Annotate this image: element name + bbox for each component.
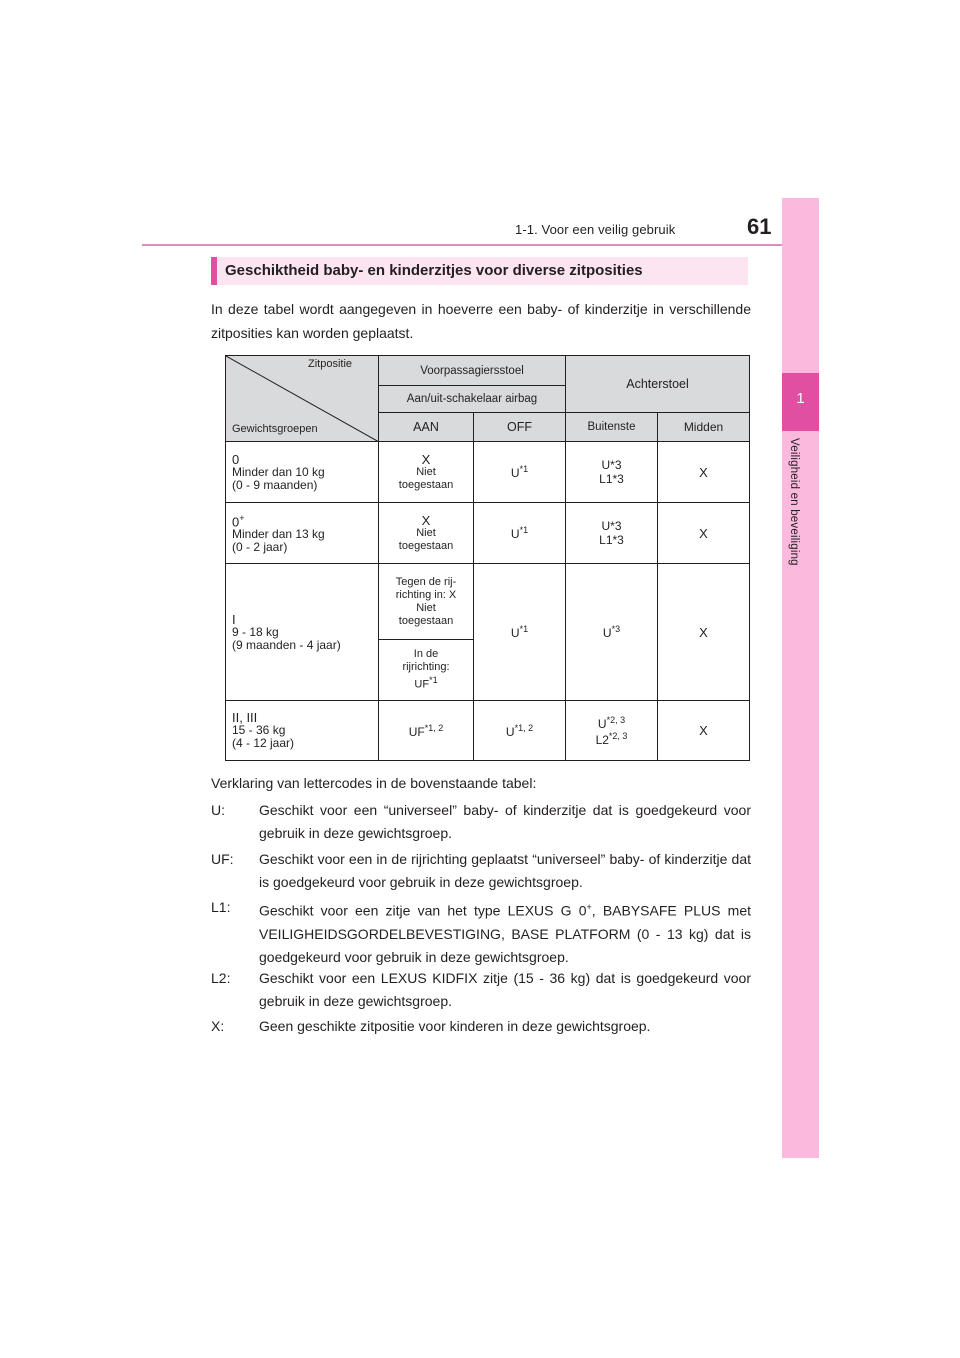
- code: UF: [408, 724, 425, 739]
- header-rule: [142, 244, 819, 246]
- footnote-ref: *1, 2: [514, 722, 534, 733]
- header-rear-seat: Achterstoel: [566, 356, 750, 413]
- legend-text-part: , BABYSAFE PLUS met VEILIGHEIDSGORDELBEVESTIGING, BASE PLATFORM (0 - 13 kg) dat is goedgekeurd voor gebruik in deze gewichtsgroep.: [259, 902, 751, 965]
- group-weight: Minder dan 13 kg: [232, 527, 325, 542]
- middle-cell: X: [658, 701, 750, 761]
- legend-item-l1: [211, 896, 751, 969]
- section-title-accent: [211, 257, 217, 285]
- mark: X: [421, 451, 431, 467]
- group-label: I: [232, 611, 236, 627]
- aan-cell: [379, 442, 474, 503]
- code: U: [510, 626, 520, 640]
- outer-cell: [566, 564, 658, 701]
- group-label: 0: [232, 451, 240, 467]
- code: L2: [595, 732, 609, 747]
- off-cell: [474, 442, 566, 503]
- group-age: (0 - 9 maanden): [232, 477, 318, 492]
- footnote-ref: *3: [610, 519, 622, 533]
- legend-item-uf: [211, 848, 751, 894]
- code: UF: [414, 678, 430, 691]
- seat-suitability-table: [225, 355, 750, 761]
- middle-cell: X: [658, 442, 750, 503]
- note: Niet: [416, 601, 436, 614]
- code: U: [601, 458, 611, 472]
- outer-cell: [566, 701, 658, 761]
- legend-item-u: [211, 799, 751, 845]
- code: U: [505, 724, 515, 739]
- table-row: [226, 564, 750, 640]
- footnote-ref: *3: [612, 472, 624, 486]
- footnote-ref: *3: [610, 458, 622, 472]
- legend-code: L1:: [211, 899, 231, 915]
- corner-seat-position-label: Zitpositie: [308, 358, 353, 370]
- note: rijrichting:: [402, 661, 450, 674]
- legend-intro: Verklaring van lettercodes in de bovenstaande tabel:: [211, 775, 537, 791]
- note: In de: [413, 648, 439, 661]
- note: toegestaan: [398, 614, 454, 627]
- code: L1: [599, 533, 613, 547]
- code: U: [510, 527, 520, 541]
- page-number: 61: [747, 214, 772, 239]
- chapter-number: 1: [796, 390, 805, 407]
- group-sup: +: [239, 512, 245, 523]
- header-aan: AAN: [379, 413, 474, 442]
- aan-cell-rearward: [379, 564, 474, 640]
- table-corner-cell: [226, 356, 379, 442]
- off-cell: [474, 564, 566, 701]
- off-cell: [474, 503, 566, 564]
- outer-cell: [566, 442, 658, 503]
- aan-cell: [379, 701, 474, 761]
- off-cell: [474, 701, 566, 761]
- code: U: [601, 519, 611, 533]
- footnote-ref: *1: [519, 624, 529, 634]
- note: Niet: [416, 465, 436, 478]
- legend-text-sup: +: [586, 902, 592, 912]
- group-weight: Minder dan 10 kg: [232, 464, 325, 479]
- header-off: OFF: [474, 413, 566, 442]
- note: toegestaan: [398, 539, 454, 552]
- code: U: [510, 466, 520, 480]
- corner-weight-groups-label: Gewichtsgroepen: [232, 423, 318, 435]
- chapter-label: Veiligheid en beveiliging: [788, 438, 800, 566]
- group-weight: 15 - 36 kg: [232, 723, 286, 737]
- header-outer: Buitenste: [566, 413, 658, 442]
- footnote-ref: *2, 3: [608, 730, 628, 741]
- middle-cell: X: [658, 503, 750, 564]
- legend-text: Geschikt voor een “universeel” baby- of kinderzitje dat is goedgekeurd voor gebruik in deze gewichtsgroep.: [259, 802, 751, 841]
- legend-code: UF:: [211, 851, 234, 867]
- header-airbag-switch: Aan/uit-schakelaar airbag: [379, 386, 566, 413]
- note: toegestaan: [398, 478, 454, 491]
- legend-item-l2: [211, 967, 751, 1013]
- legend-text: Geschikt voor een in de rijrichting geplaatst “universeel” baby- of kinderzitje dat is goedgekeurd voor gebruik in deze gewichtsgroep.: [259, 851, 751, 890]
- group-age: (4 - 12 jaar): [232, 736, 295, 750]
- legend-code: U:: [211, 802, 225, 818]
- table-row: [226, 503, 750, 564]
- intro-paragraph: In deze tabel wordt aangegeven in hoeverre een baby- of kinderzitje in verschillende zitposities kan worden geplaatst.: [211, 301, 751, 341]
- weight-group-cell: [226, 701, 379, 761]
- section-title: Geschiktheid baby- en kinderzitjes voor diverse zitposities: [225, 262, 643, 279]
- footnote-ref: *3: [612, 533, 624, 547]
- weight-group-cell: [226, 503, 379, 564]
- legend-text: Geen geschikte zitpositie voor kinderen in deze gewichtsgroep.: [259, 1018, 651, 1034]
- chapter-side-tab: [782, 198, 819, 1158]
- legend-code: X:: [211, 1018, 225, 1034]
- middle-cell: X: [658, 564, 750, 701]
- footnote-ref: *3: [611, 624, 621, 634]
- legend-text: Geschikt voor een LEXUS KIDFIX zitje (15 - 36 kg) dat is goedgekeurd voor gebruik in deze gewichtsgroep.: [259, 970, 751, 1009]
- note: Tegen de rij-: [395, 575, 457, 588]
- legend-code: L2:: [211, 970, 231, 986]
- code: L1: [599, 472, 613, 486]
- header-front-seat: Voorpassagiersstoel: [379, 356, 566, 386]
- legend-text: [259, 896, 751, 969]
- code: U: [597, 716, 607, 731]
- aan-cell-forward: [379, 640, 474, 701]
- footnote-ref: *1: [519, 525, 529, 535]
- table-row: [226, 442, 750, 503]
- running-header: 1-1. Voor een veilig gebruik: [515, 222, 676, 237]
- outer-cell: [566, 503, 658, 564]
- table-row: [226, 701, 750, 761]
- footnote-ref: *1: [519, 464, 529, 474]
- weight-group-cell: [226, 442, 379, 503]
- weight-group-cell: [226, 564, 379, 701]
- aan-cell: [379, 503, 474, 564]
- note: Niet: [416, 526, 436, 539]
- legend-text-part: Geschikt voor een zitje van het type LEXUS G 0: [259, 902, 587, 919]
- code: U: [602, 626, 612, 640]
- note: richting in: X: [395, 588, 457, 601]
- footnote-ref: *1: [429, 675, 438, 686]
- group-label: 0: [232, 514, 240, 530]
- footnote-ref: *1, 2: [424, 722, 444, 733]
- group-age: (9 maanden - 4 jaar): [232, 637, 341, 652]
- mark: X: [421, 512, 431, 528]
- group-age: (0 - 2 jaar): [232, 540, 288, 555]
- group-weight: 9 - 18 kg: [232, 624, 279, 639]
- legend-item-x: [211, 1015, 751, 1038]
- header-middle: Midden: [658, 413, 750, 442]
- group-label: II, III: [232, 710, 258, 725]
- footnote-ref: *2, 3: [606, 714, 626, 725]
